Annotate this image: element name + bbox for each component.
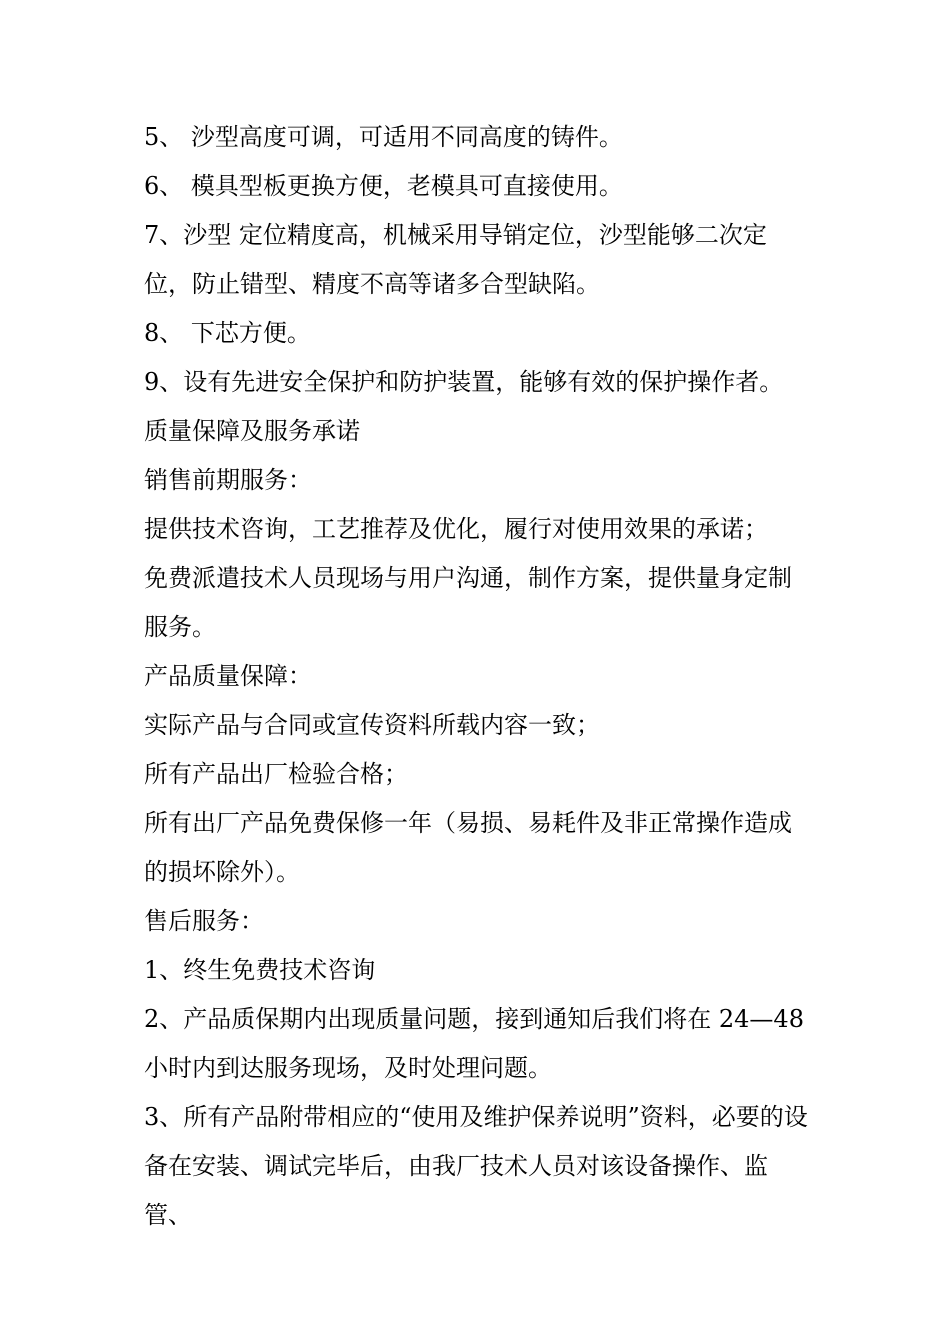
list-item-6: 6、 模具型板更换方便，老模具可直接使用。 [144,172,623,200]
paragraph-quality-consistent: 实际产品与合同或宣传资料所载内容一致； [144,711,600,739]
aftersales-item-1: 1、终生免费技术咨询 [144,956,376,984]
aftersales-item-3: 3、所有产品附带相应的“使用及维护保养说明”资料，必要的设备在安装、调试完毕后，由我厂技术人员对该设备操作、监管、 [144,1103,808,1229]
list-item-5: 5、 沙型高度可调，可适用不同高度的铸件。 [144,123,623,151]
paragraph-quality-warranty: 所有出厂产品免费保修一年（易损、易耗件及非正常操作造成的损坏除外）。 [144,809,792,886]
subheading-presales: 销售前期服务： [144,466,312,494]
list-item-8: 8、 下芯方便。 [144,319,311,347]
paragraph-presales-consulting: 提供技术咨询，工艺推荐及优化，履行对使用效果的承诺； [144,515,768,543]
paragraph-quality-inspection: 所有产品出厂检验合格； [144,760,408,788]
list-item-7: 7、沙型 定位精度高，机械采用导销定位，沙型能够二次定位，防止错型、精度不高等诸多合型缺陷。 [144,221,767,298]
subheading-quality-assurance: 产品质量保障： [144,662,312,690]
aftersales-item-2: 2、产品质保期内出现质量问题，接到通知后我们将在 24—48 小时内到达服务现场，及时处理问题。 [144,1005,804,1082]
list-item-9: 9、设有先进安全保护和防护装置，能够有效的保护操作者。 [144,368,784,396]
document-body [144,113,809,1240]
subheading-aftersales: 售后服务： [144,907,264,935]
paragraph-presales-onsite: 免费派遣技术人员现场与用户沟通，制作方案，提供量身定制服务。 [144,564,792,641]
section-heading-quality-service: 质量保障及服务承诺 [144,417,360,445]
